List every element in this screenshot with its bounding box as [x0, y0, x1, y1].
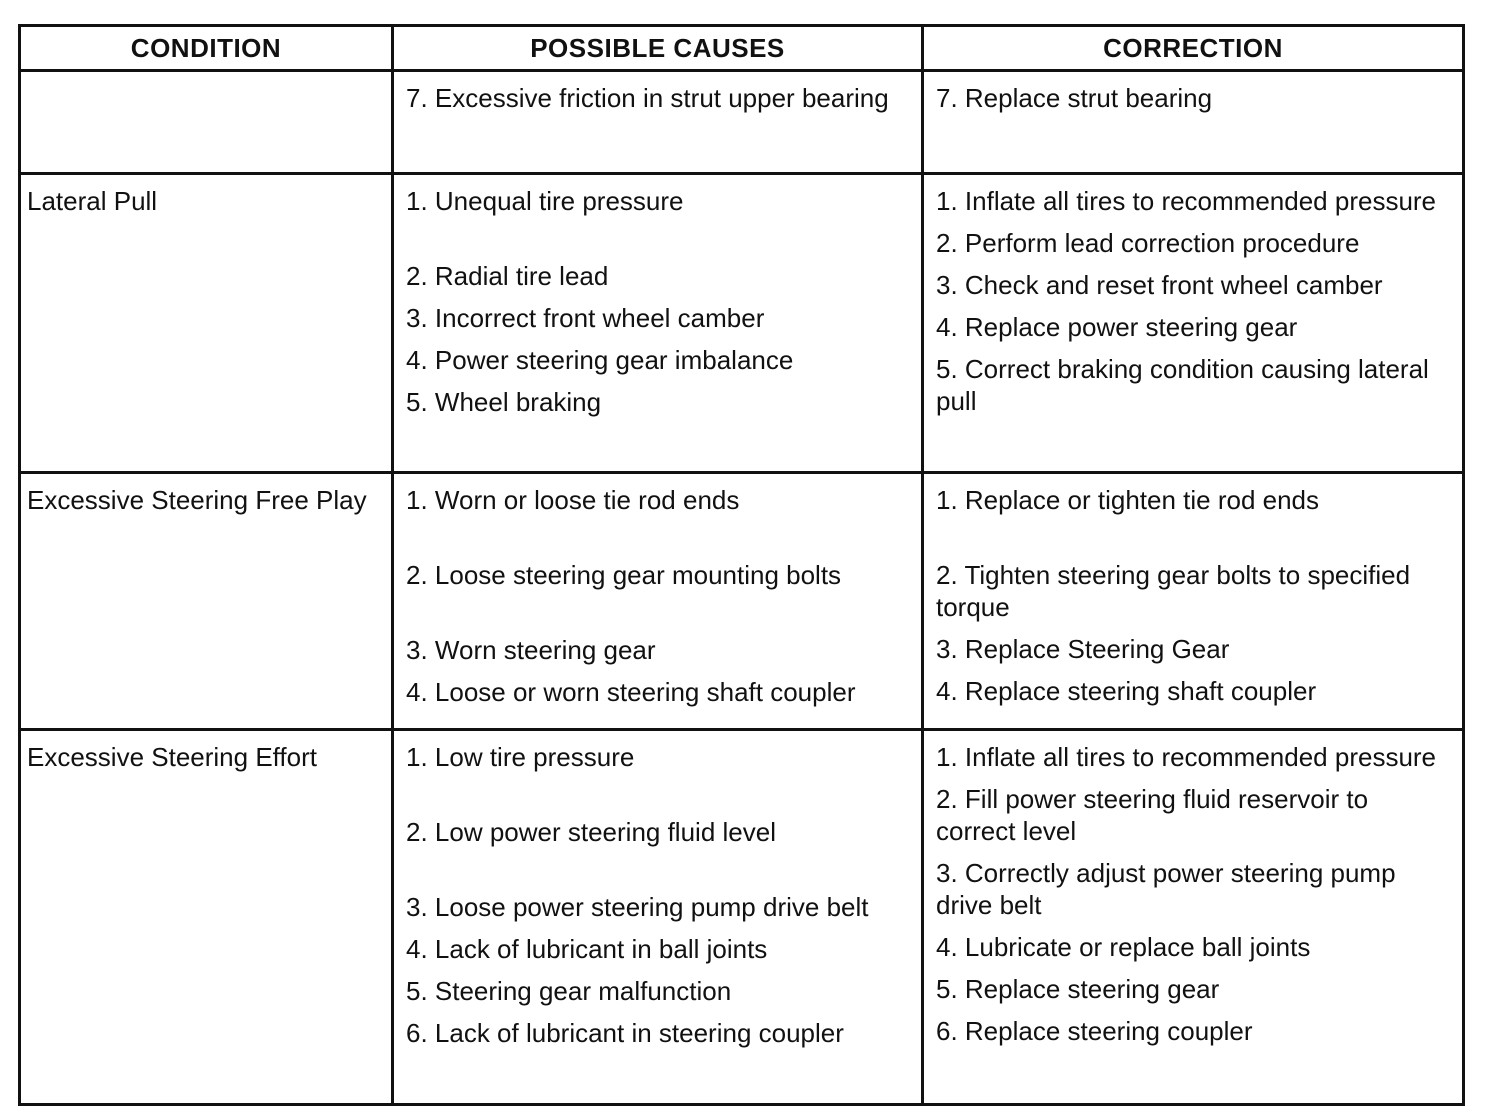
- correction-item: 1. Inflate all tires to recommended pressure: [936, 186, 1437, 216]
- table-row: [20, 730, 1464, 1105]
- correction-item: 2. Tighten steering gear bolts to specified torque: [936, 560, 1411, 622]
- correction-item: 2. Fill power steering fluid reservoir to correct level: [936, 784, 1369, 846]
- correction-cell: [923, 473, 1464, 730]
- diagnosis-table: [18, 24, 1465, 1106]
- correction-item: 3. Check and reset front wheel camber: [936, 270, 1383, 300]
- header-row: [20, 26, 1464, 71]
- diagnosis-table-page: [18, 24, 1468, 1106]
- condition-cell: Lateral Pull: [20, 174, 393, 473]
- correction-item: 7. Replace strut bearing: [936, 83, 1213, 113]
- cause-item: 1. Low tire pressure: [406, 742, 635, 772]
- correction-item: 5. Replace steering gear: [936, 974, 1220, 1004]
- condition-cell: Excessive Steering Free Play: [20, 473, 393, 730]
- cause-item: 3. Loose power steering pump drive belt: [406, 892, 869, 922]
- correction-item: 3. Replace Steering Gear: [936, 634, 1230, 664]
- cause-item: 1. Worn or loose tie rod ends: [406, 485, 740, 515]
- correction-item: 3. Correctly adjust power steering pump drive belt: [936, 858, 1396, 920]
- condition-cell: Excessive Steering Effort: [20, 730, 393, 1105]
- causes-cell: [393, 174, 923, 473]
- cause-item: 5. Steering gear malfunction: [406, 976, 732, 1006]
- cause-item: 5. Wheel braking: [406, 387, 602, 417]
- header-condition: CONDITION: [20, 26, 393, 71]
- cause-item: 2. Low power steering fluid level: [406, 817, 776, 847]
- header-possible-causes: POSSIBLE CAUSES: [393, 26, 923, 71]
- causes-cell: [393, 473, 923, 730]
- cause-item: 2. Radial tire lead: [406, 261, 609, 291]
- table-row: [20, 473, 1464, 730]
- cause-item: 4. Loose or worn steering shaft coupler: [406, 677, 856, 707]
- correction-item: 4. Lubricate or replace ball joints: [936, 932, 1311, 962]
- correction-item: 4. Replace power steering gear: [936, 312, 1298, 342]
- cause-item: 2. Loose steering gear mounting bolts: [406, 560, 842, 590]
- table-row: [20, 71, 1464, 174]
- correction-cell: [923, 174, 1464, 473]
- header-correction: CORRECTION: [923, 26, 1464, 71]
- cause-item: 4. Lack of lubricant in ball joints: [406, 934, 768, 964]
- cause-item: 6. Lack of lubricant in steering coupler: [406, 1018, 844, 1048]
- correction-cell: [923, 71, 1464, 174]
- correction-item: 2. Perform lead correction procedure: [936, 228, 1360, 258]
- cause-item: 3. Worn steering gear: [406, 635, 656, 665]
- correction-item: 6. Replace steering coupler: [936, 1016, 1253, 1046]
- correction-item: 1. Inflate all tires to recommended pressure: [936, 742, 1437, 772]
- correction-item: 1. Replace or tighten tie rod ends: [936, 485, 1320, 515]
- correction-cell: [923, 730, 1464, 1105]
- cause-item: 7. Excessive friction in strut upper bearing: [406, 83, 889, 113]
- causes-cell: [393, 71, 923, 174]
- condition-cell: [20, 71, 393, 174]
- cause-item: 4. Power steering gear imbalance: [406, 345, 794, 375]
- causes-cell: [393, 730, 923, 1105]
- cause-item: 3. Incorrect front wheel camber: [406, 303, 765, 333]
- correction-item: 4. Replace steering shaft coupler: [936, 676, 1317, 706]
- table-row: [20, 174, 1464, 473]
- cause-item: 1. Unequal tire pressure: [406, 186, 684, 216]
- correction-item: 5. Correct braking condition causing lateral pull: [936, 354, 1429, 416]
